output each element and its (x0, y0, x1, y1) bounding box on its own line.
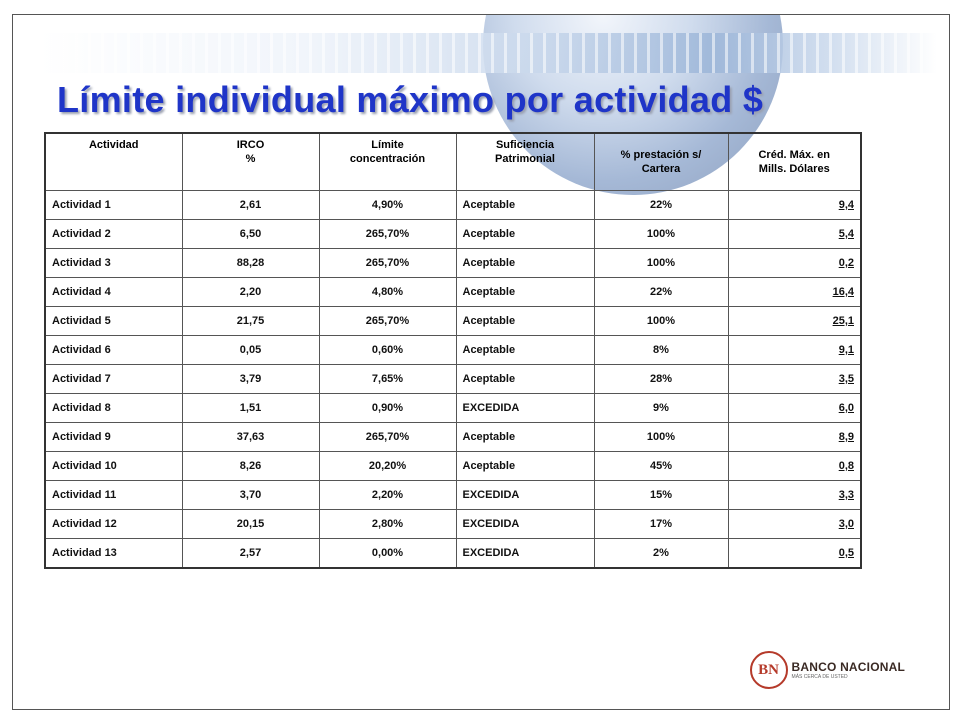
cell-prestacion: 15% (594, 481, 728, 510)
cell-suficiencia: Aceptable (456, 452, 594, 481)
cell-actividad: Actividad 6 (45, 336, 182, 365)
cell-prestacion: 8% (594, 336, 728, 365)
bank-logo-mark: BN (750, 651, 788, 689)
bank-logo (750, 651, 905, 689)
cell-credito: 0,2 (728, 249, 861, 278)
cell-limite: 0,60% (319, 336, 456, 365)
table-row (45, 191, 861, 220)
cell-actividad: Actividad 4 (45, 278, 182, 307)
cell-prestacion: 22% (594, 191, 728, 220)
cell-credito: 0,8 (728, 452, 861, 481)
table-row (45, 365, 861, 394)
cell-limite: 265,70% (319, 307, 456, 336)
cell-suficiencia: Aceptable (456, 336, 594, 365)
cell-prestacion: 9% (594, 394, 728, 423)
header-suficiencia: Suficiencia Patrimonial (456, 133, 594, 191)
table-row (45, 336, 861, 365)
cell-credito: 16,4 (728, 278, 861, 307)
table-row (45, 539, 861, 569)
cell-prestacion: 17% (594, 510, 728, 539)
cell-irco: 0,05 (182, 336, 319, 365)
cell-credito: 8,9 (728, 423, 861, 452)
cell-limite: 265,70% (319, 249, 456, 278)
cell-suficiencia: Aceptable (456, 249, 594, 278)
table-row (45, 220, 861, 249)
cell-credito: 25,1 (728, 307, 861, 336)
table-row (45, 423, 861, 452)
cell-actividad: Actividad 7 (45, 365, 182, 394)
cell-credito: 3,0 (728, 510, 861, 539)
cell-actividad: Actividad 12 (45, 510, 182, 539)
header-irco: IRCO % (182, 133, 319, 191)
table-row (45, 394, 861, 423)
cell-limite: 0,90% (319, 394, 456, 423)
cell-suficiencia: Aceptable (456, 278, 594, 307)
cell-credito: 0,5 (728, 539, 861, 569)
cell-credito: 3,3 (728, 481, 861, 510)
cell-prestacion: 100% (594, 307, 728, 336)
cell-credito: 9,4 (728, 191, 861, 220)
cell-actividad: Actividad 13 (45, 539, 182, 569)
cell-credito: 6,0 (728, 394, 861, 423)
cell-limite: 4,90% (319, 191, 456, 220)
cell-actividad: Actividad 10 (45, 452, 182, 481)
cell-prestacion: 100% (594, 220, 728, 249)
cell-limite: 4,80% (319, 278, 456, 307)
table-row (45, 278, 861, 307)
cell-prestacion: 45% (594, 452, 728, 481)
table-row (45, 510, 861, 539)
cell-limite: 2,80% (319, 510, 456, 539)
cell-limite: 0,00% (319, 539, 456, 569)
cell-prestacion: 22% (594, 278, 728, 307)
slide-title: Límite individual máximo por actividad $ (57, 79, 764, 120)
header-prestacion: % prestación s/ Cartera (594, 133, 728, 191)
cell-suficiencia: Aceptable (456, 220, 594, 249)
activity-limit-table (44, 132, 862, 569)
cell-actividad: Actividad 5 (45, 307, 182, 336)
cell-suficiencia: Aceptable (456, 191, 594, 220)
cell-irco: 37,63 (182, 423, 319, 452)
cell-credito: 5,4 (728, 220, 861, 249)
table-row (45, 307, 861, 336)
bank-logo-text (792, 660, 905, 680)
cell-limite: 7,65% (319, 365, 456, 394)
cell-actividad: Actividad 3 (45, 249, 182, 278)
cell-limite: 265,70% (319, 423, 456, 452)
cell-suficiencia: EXCEDIDA (456, 539, 594, 569)
cell-limite: 2,20% (319, 481, 456, 510)
cell-irco: 2,20 (182, 278, 319, 307)
cell-suficiencia: Aceptable (456, 307, 594, 336)
table-header-row (45, 133, 861, 191)
cell-irco: 21,75 (182, 307, 319, 336)
table-row (45, 481, 861, 510)
cell-credito: 9,1 (728, 336, 861, 365)
cell-actividad: Actividad 11 (45, 481, 182, 510)
bank-tagline: MÁS CERCA DE USTED (791, 674, 848, 680)
table-row (45, 249, 861, 278)
cell-irco: 2,57 (182, 539, 319, 569)
cell-suficiencia: EXCEDIDA (456, 481, 594, 510)
cell-actividad: Actividad 8 (45, 394, 182, 423)
cell-prestacion: 28% (594, 365, 728, 394)
cell-prestacion: 2% (594, 539, 728, 569)
cell-suficiencia: Aceptable (456, 365, 594, 394)
cell-prestacion: 100% (594, 249, 728, 278)
cell-irco: 88,28 (182, 249, 319, 278)
cell-irco: 1,51 (182, 394, 319, 423)
cell-actividad: Actividad 1 (45, 191, 182, 220)
header-credito: Créd. Máx. en Mills. Dólares (728, 133, 861, 191)
cell-limite: 20,20% (319, 452, 456, 481)
header-actividad: Actividad (45, 133, 182, 191)
cell-irco: 6,50 (182, 220, 319, 249)
cell-irco: 8,26 (182, 452, 319, 481)
cell-suficiencia: Aceptable (456, 423, 594, 452)
cell-prestacion: 100% (594, 423, 728, 452)
cell-credito: 3,5 (728, 365, 861, 394)
cell-irco: 2,61 (182, 191, 319, 220)
cell-suficiencia: EXCEDIDA (456, 510, 594, 539)
header-limite: Límite concentración (319, 133, 456, 191)
slide (12, 14, 950, 710)
header-stripes (39, 33, 937, 73)
cell-actividad: Actividad 9 (45, 423, 182, 452)
table-row (45, 452, 861, 481)
cell-suficiencia: EXCEDIDA (456, 394, 594, 423)
cell-actividad: Actividad 2 (45, 220, 182, 249)
cell-irco: 3,70 (182, 481, 319, 510)
cell-irco: 3,79 (182, 365, 319, 394)
cell-irco: 20,15 (182, 510, 319, 539)
bank-name: BANCO NACIONAL (791, 660, 905, 674)
cell-limite: 265,70% (319, 220, 456, 249)
